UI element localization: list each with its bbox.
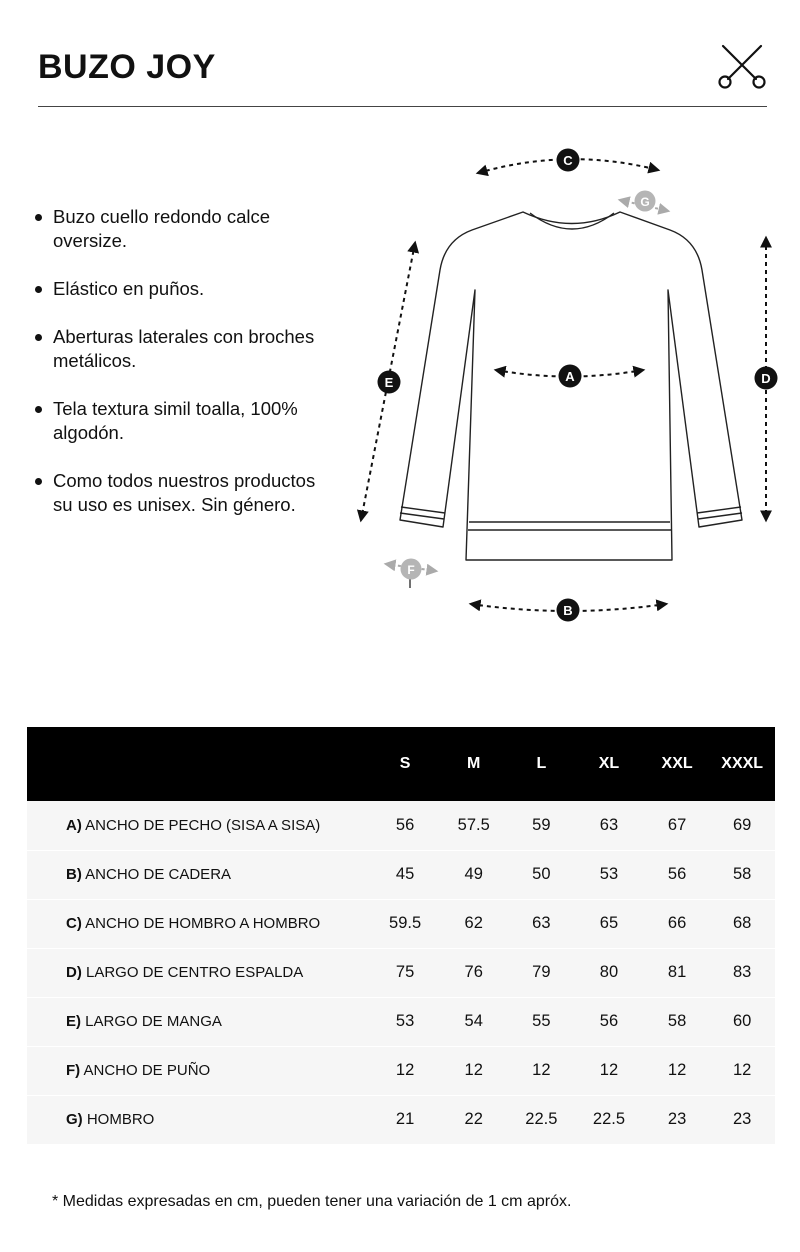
table-row — [27, 850, 775, 899]
table-cell: 53 — [573, 850, 645, 899]
measure-name: LARGO DE CENTRO ESPALDA — [86, 964, 304, 981]
header-size: XXXL — [709, 727, 775, 801]
table-cell: 22.5 — [573, 1095, 645, 1144]
table-cell: 63 — [573, 801, 645, 850]
header-size: L — [510, 727, 574, 801]
table-cell: 83 — [709, 948, 775, 997]
measure-label — [27, 1046, 372, 1095]
feature-item: Elástico en puños. — [32, 277, 332, 301]
measure-label — [27, 948, 372, 997]
table-cell: 22 — [438, 1095, 510, 1144]
table-cell: 60 — [709, 997, 775, 1046]
measure-label-g-text: G — [640, 195, 650, 209]
table-body — [27, 801, 775, 1144]
table-cell: 59 — [510, 801, 574, 850]
measure-name: ANCHO DE PUÑO — [83, 1062, 211, 1079]
header-size: XXL — [645, 727, 710, 801]
header-measure-col — [27, 727, 372, 801]
measure-label — [27, 1095, 372, 1144]
table-cell: 12 — [510, 1046, 574, 1095]
measure-label-a — [559, 365, 582, 388]
measure-label-c — [557, 149, 580, 172]
table-cell: 22.5 — [510, 1095, 574, 1144]
table-cell: 45 — [372, 850, 438, 899]
table-cell: 76 — [438, 948, 510, 997]
table-cell: 59.5 — [372, 899, 438, 948]
table-cell: 56 — [372, 801, 438, 850]
table-header-row — [27, 727, 775, 801]
measure-label — [27, 801, 372, 850]
table-cell: 67 — [645, 801, 710, 850]
measure-label — [27, 997, 372, 1046]
feature-item: Buzo cuello redondo calce oversize. — [32, 205, 332, 253]
table-cell: 49 — [438, 850, 510, 899]
table-cell: 63 — [510, 899, 574, 948]
scissors-icon — [716, 42, 768, 90]
measure-name: HOMBRO — [86, 1111, 155, 1128]
table-cell: 12 — [573, 1046, 645, 1095]
table-cell: 56 — [645, 850, 710, 899]
measure-letter: F) — [66, 1062, 81, 1079]
table-row — [27, 997, 775, 1046]
table-cell: 50 — [510, 850, 574, 899]
measure-letter: C) — [66, 915, 82, 932]
table-row — [27, 1095, 775, 1144]
table-row — [27, 1046, 775, 1095]
measure-label — [27, 899, 372, 948]
table-cell: 54 — [438, 997, 510, 1046]
table-cell: 56 — [573, 997, 645, 1046]
feature-list — [32, 205, 332, 541]
table-cell: 21 — [372, 1095, 438, 1144]
table-row — [27, 948, 775, 997]
table-cell: 58 — [709, 850, 775, 899]
measure-name: LARGO DE MANGA — [85, 1013, 222, 1030]
table-cell: 69 — [709, 801, 775, 850]
table-cell: 12 — [438, 1046, 510, 1095]
measure-letter: B) — [66, 866, 82, 883]
table-cell: 53 — [372, 997, 438, 1046]
page-title: BUZO JOY — [38, 48, 216, 86]
feature-item: Como todos nuestros productos su uso es unisex. Sin género. — [32, 469, 332, 517]
footnote: * Medidas expresadas en cm, pueden tener una variación de 1 cm apróx. — [52, 1193, 572, 1210]
header-divider — [38, 106, 767, 107]
size-chart-table — [27, 727, 775, 1145]
header-size: XL — [573, 727, 645, 801]
measure-label-g — [635, 191, 656, 212]
measure-label-b-text: B — [563, 603, 573, 618]
measure-label — [27, 850, 372, 899]
feature-item: Aberturas laterales con broches metálicos. — [32, 325, 332, 373]
table-cell: 23 — [645, 1095, 710, 1144]
measure-name: ANCHO DE HOMBRO A HOMBRO — [85, 915, 321, 932]
measure-letter: A) — [66, 816, 82, 834]
measure-label-c-text: C — [563, 153, 573, 168]
header-size: M — [438, 727, 510, 801]
table-cell: 12 — [709, 1046, 775, 1095]
measure-name: ANCHO DE CADERA — [85, 866, 232, 883]
measure-label-d-text: D — [761, 371, 771, 386]
measure-label-e-text: E — [384, 375, 394, 390]
table-cell: 58 — [645, 997, 710, 1046]
measure-label-e — [378, 371, 401, 394]
table-cell: 65 — [573, 899, 645, 948]
measure-label-a-text: A — [565, 369, 575, 384]
sweater-diagram — [350, 140, 790, 630]
measure-label-f — [401, 559, 422, 580]
measure-letter: D) — [66, 964, 82, 981]
table-cell: 75 — [372, 948, 438, 997]
table-row — [27, 899, 775, 948]
table-cell: 62 — [438, 899, 510, 948]
measure-label-f-text: F — [407, 563, 415, 577]
measure-label-b — [557, 599, 580, 622]
table-cell: 68 — [709, 899, 775, 948]
measure-name: ANCHO DE PECHO (SISA A SISA) — [85, 816, 321, 834]
table-cell: 80 — [573, 948, 645, 997]
table-cell: 81 — [645, 948, 710, 997]
measure-label-d — [755, 367, 778, 390]
table-cell: 55 — [510, 997, 574, 1046]
table-row — [27, 801, 775, 850]
feature-item: Tela textura simil toalla, 100% algodón. — [32, 397, 332, 445]
header-size: S — [372, 727, 438, 801]
measure-letter: G) — [66, 1111, 83, 1128]
measure-letter: E) — [66, 1013, 81, 1030]
table-cell: 66 — [645, 899, 710, 948]
table-cell: 57.5 — [438, 801, 510, 850]
table-cell: 23 — [709, 1095, 775, 1144]
table-cell: 12 — [372, 1046, 438, 1095]
table-cell: 12 — [645, 1046, 710, 1095]
table-cell: 79 — [510, 948, 574, 997]
